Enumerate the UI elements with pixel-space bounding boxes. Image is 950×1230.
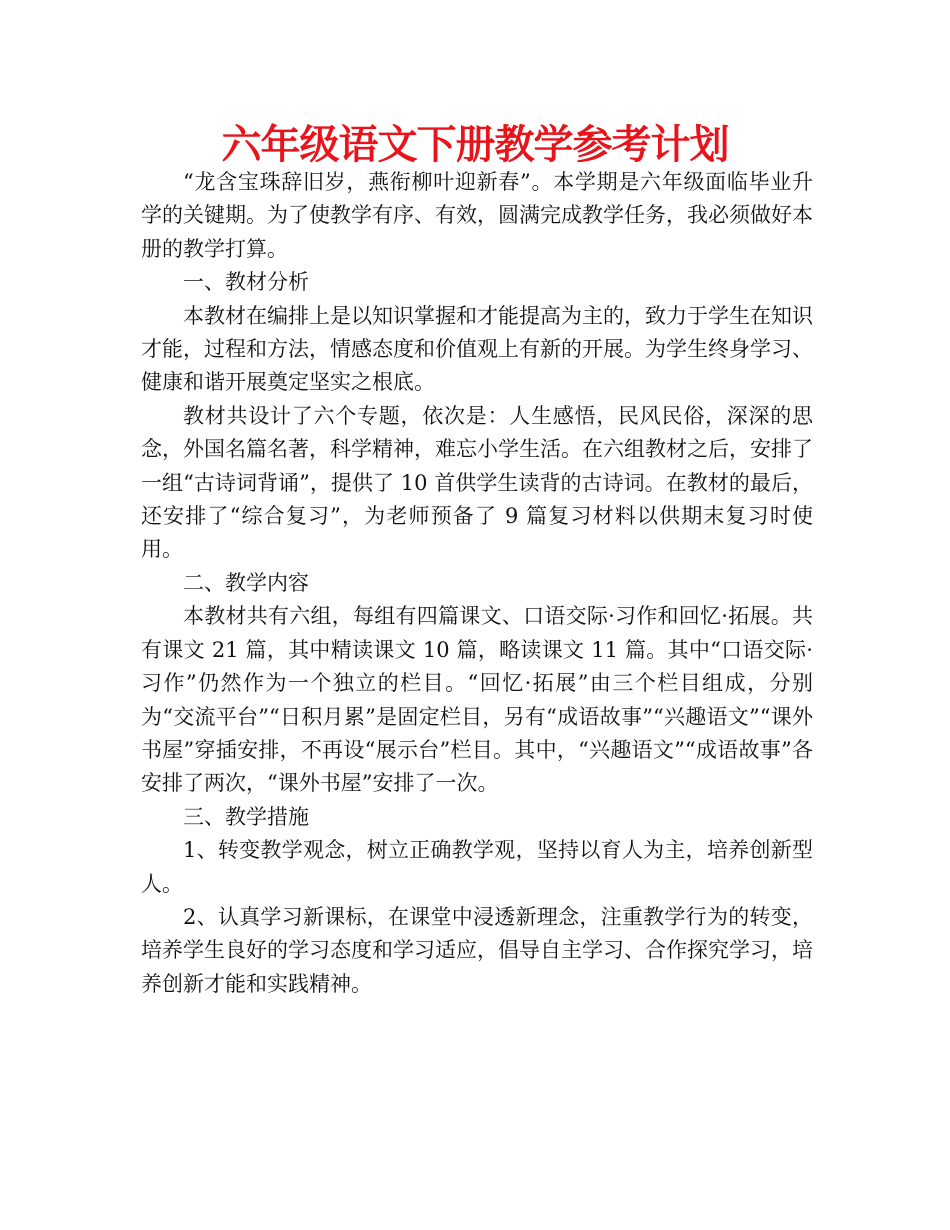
intro-paragraph: “龙含宝珠辞旧岁，燕衔柳叶迎新春”。本学期是六年级面临毕业升学的关键期。为了使教学有序、有效，圆满完成教学任务，我必须做好本册的教学打算。 bbox=[141, 170, 813, 261]
section-heading-teaching-measures: 三、教学措施 bbox=[183, 804, 309, 829]
section-heading-teaching-content: 二、教学内容 bbox=[183, 570, 309, 595]
section-heading-textbook-analysis: 一、教材分析 bbox=[183, 270, 309, 295]
body-paragraph: 本教材在编排上是以知识掌握和才能提高为主的，致力于学生在知识才能，过程和方法，情感态度和价值观上有新的开展。为学生终身学习、健康和谐开展奠定坚实之根底。 bbox=[141, 303, 813, 395]
list-item-paragraph: 1、转变教学观念，树立正确教学观，坚持以育人为主，培养创新型人。 bbox=[141, 838, 813, 896]
body-paragraph: 教材共设计了六个专题，依次是：人生感悟，民风民俗，深深的思念，外国名篇名著，科学精神，难忘小学生活。在六组教材之后，安排了一组“古诗词背诵”，提供了 10 首供学生读背的古诗词。在教材的最后，还安排了“综合复习”，为老师预备了 9 篇复习材料以供期末复习时使用。 bbox=[141, 403, 813, 562]
document-body bbox=[141, 166, 813, 1001]
document-title: 六年级语文下册教学参考计划 bbox=[221, 122, 729, 168]
body-paragraph: 本教材共有六组，每组有四篇课文、口语交际·习作和回忆·拓展。共有课文 21 篇，其中精读课文 10 篇，略读课文 11 篇。其中“口语交际·习作”仍然作为一个独立的栏目。“回忆·拓展”由三个栏目组成，分别为“交流平台”“日积月累”是固定栏目，另有“成语故事”“兴趣语文”“课外书屋”穿插安排，不再设“展示台”栏目。其中，“兴趣语文”“成语故事”各安排了两次，“课外书屋”安排了一次。 bbox=[141, 604, 813, 796]
list-item-paragraph: 2、认真学习新课标，在课堂中浸透新理念，注重教学行为的转变，培养学生良好的学习态度和学习适应，倡导自主学习、合作探究学习，培养创新才能和实践精神。 bbox=[141, 904, 813, 996]
